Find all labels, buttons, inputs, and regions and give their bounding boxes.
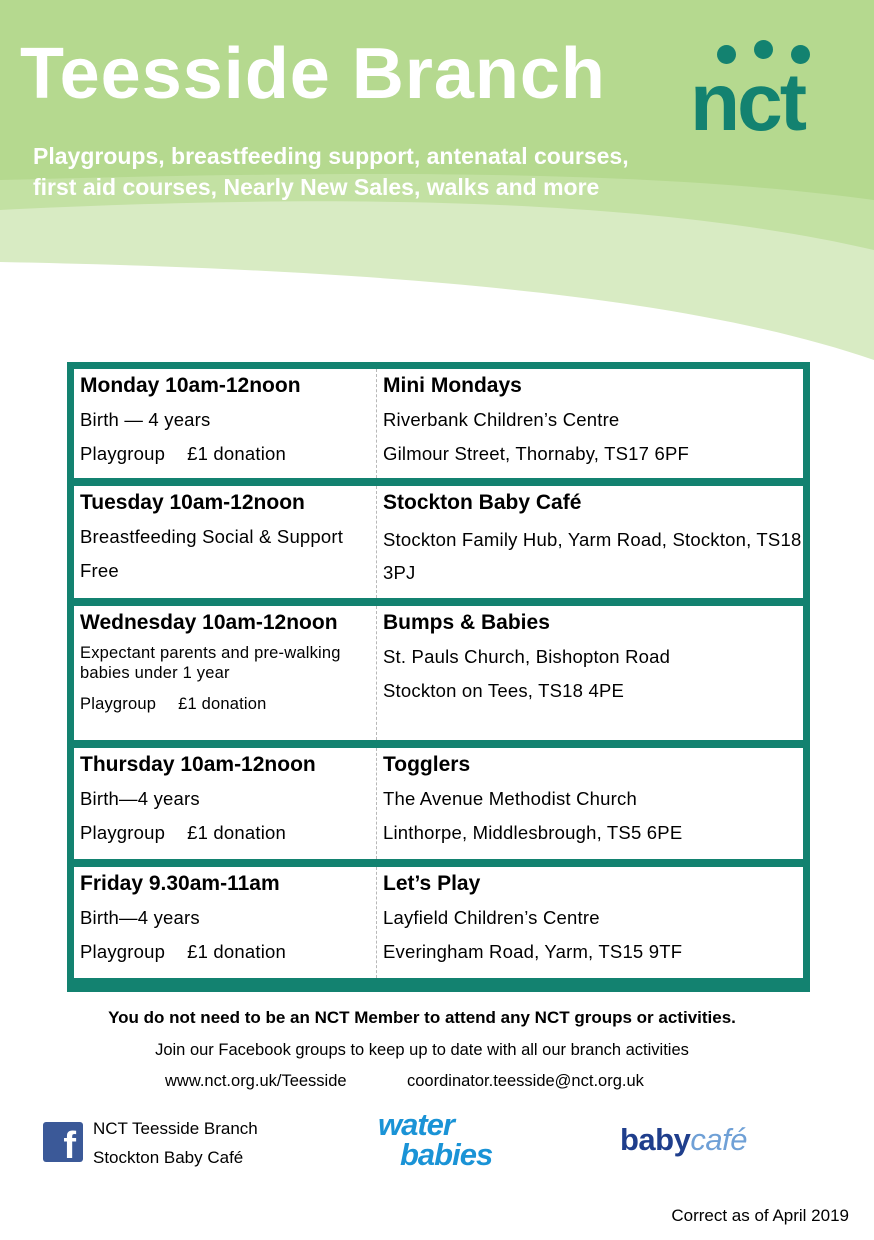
subtitle-line: Playgroups, breastfeeding support, antenatal courses, (33, 143, 629, 169)
page-title: Teesside Branch (20, 34, 606, 114)
website-link[interactable]: www.nct.org.uk/Teesside (165, 1072, 347, 1090)
baby-cafe-word: baby (620, 1122, 691, 1157)
membership-notice: You do not need to be an NCT Member to attend any NCT groups or activities. (108, 1008, 736, 1027)
age-range: Birth — 4 years (80, 409, 211, 430)
venue-name: Layfield Children’s Centre (383, 907, 600, 928)
session-price: £1 donation (187, 822, 287, 843)
baby-cafe-logo (620, 1120, 747, 1160)
session-price: £1 donation (178, 695, 267, 713)
row-time-cell (74, 748, 377, 859)
water-babies-word: water (378, 1107, 454, 1142)
venue-address: Stockton Family Hub, Yarm Road, Stockton, TS18 3PJ (383, 529, 802, 583)
venue-address: Everingham Road, Yarm, TS15 9TF (383, 941, 683, 962)
logo-wordmark: nct (690, 57, 804, 148)
venue-address: Linthorpe, Middlesbrough, TS5 6PE (383, 822, 683, 843)
day-time: Monday 10am-12noon (80, 374, 301, 397)
facebook-join-text: Join our Facebook groups to keep up to date with all our branch activities (155, 1041, 689, 1059)
session-price: £1 donation (187, 443, 287, 464)
row-venue-cell (377, 606, 803, 740)
group-name: Togglers (383, 753, 471, 776)
schedule-table (67, 362, 810, 992)
row-time-cell (74, 867, 377, 978)
venue-name: The Avenue Methodist Church (383, 788, 637, 809)
email-link[interactable]: coordinator.teesside@nct.org.uk (407, 1072, 644, 1090)
age-range: Birth—4 years (80, 907, 200, 928)
row-time-cell (74, 369, 377, 478)
subtitle-line: first aid courses, Nearly New Sales, walks and more (33, 174, 600, 200)
session-price: Free (80, 560, 119, 581)
nct-logo (690, 38, 850, 148)
page-subtitle (33, 141, 733, 203)
group-name: Bumps & Babies (383, 611, 550, 634)
facebook-group-name: NCT Teesside Branch (93, 1119, 258, 1138)
group-name: Let’s Play (383, 872, 481, 895)
row-venue-cell (377, 748, 803, 859)
session-kind: Playgroup (80, 822, 166, 843)
table-row (74, 748, 803, 859)
session-type (80, 938, 376, 965)
group-name: Mini Mondays (383, 374, 522, 397)
table-row (74, 486, 803, 598)
row-venue-cell (377, 369, 803, 478)
session-description: Expectant parents and pre-walking babies under 1 year (80, 644, 341, 682)
session-kind: Playgroup (80, 941, 166, 962)
table-row (74, 606, 803, 740)
table-row (74, 867, 803, 978)
day-time: Wednesday 10am-12noon (80, 611, 338, 634)
water-babies-word: babies (400, 1137, 493, 1172)
day-time: Thursday 10am-12noon (80, 753, 316, 776)
row-time-cell (74, 486, 377, 598)
session-type (80, 440, 376, 467)
age-range: Birth—4 years (80, 788, 200, 809)
day-time: Tuesday 10am-12noon (80, 491, 305, 514)
water-babies-logo (378, 1108, 498, 1174)
day-time: Friday 9.30am-11am (80, 872, 280, 895)
row-venue-cell (377, 486, 803, 598)
session-description: Breastfeeding Social & Support (80, 526, 344, 547)
row-time-cell (74, 606, 377, 740)
row-venue-cell (377, 867, 803, 978)
date-note: Correct as of April 2019 (671, 1206, 849, 1225)
session-type (80, 694, 376, 714)
baby-cafe-word: café (690, 1122, 747, 1157)
venue-name: St. Pauls Church, Bishopton Road (383, 646, 671, 667)
session-kind: Playgroup (80, 695, 157, 713)
venue-address: Gilmour Street, Thornaby, TS17 6PF (383, 443, 690, 464)
facebook-icon: f (43, 1122, 83, 1162)
session-price: £1 donation (187, 941, 287, 962)
facebook-group-name: Stockton Baby Café (93, 1148, 244, 1167)
venue-name: Riverbank Children’s Centre (383, 409, 620, 430)
venue-address: Stockton on Tees, TS18 4PE (383, 680, 625, 701)
session-kind: Playgroup (80, 443, 166, 464)
session-type (80, 819, 376, 846)
table-row (74, 369, 803, 478)
group-name: Stockton Baby Café (383, 491, 582, 514)
